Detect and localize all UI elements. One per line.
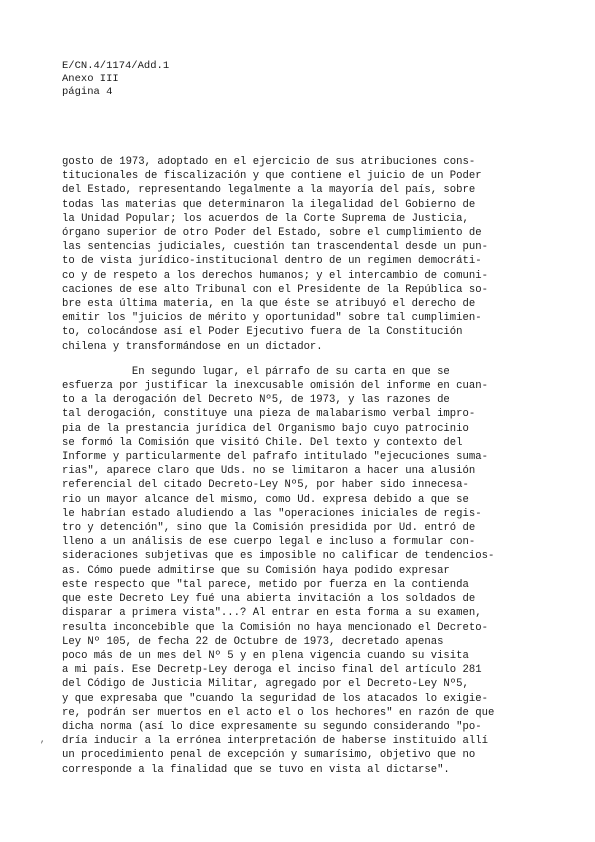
text-line: corresponde a la finalidad que se tuvo en vista al dictarse". xyxy=(62,763,450,776)
text-line: órgano superior de otro Poder del Estado, sobre el cumplimiento de xyxy=(62,227,482,240)
text-line: le habrían estado aludiendo a las "operaciones iniciales de regis- xyxy=(62,507,482,520)
text-line: se formó la Comisión que visitó Chile. Del texto y contexto del xyxy=(62,436,463,449)
text-line: las sentencias judiciales, cuestión tan trascendental desde un pun- xyxy=(62,241,488,254)
text-line: a mi país. Ese Decretp-Ley deroga el inciso final del artículo 281 xyxy=(62,664,482,677)
text-line: todas las materias que determinaron la ilegalidad del Gobierno de xyxy=(62,198,476,211)
text-line: re, podrán ser muertos en el acto el o los hechores" en razón de que xyxy=(62,706,495,719)
text-line: y que expresaba que "cuando la seguridad de los atacados lo exigie- xyxy=(62,692,488,705)
paragraph-2 xyxy=(62,365,567,777)
page-label: página 4 xyxy=(62,86,113,98)
text-line: del Estado, representando legalmente a la mayoría del país, sobre xyxy=(62,184,476,197)
text-line: to a la derogación del Decreto Nº5, de 1973, y las razones de xyxy=(62,394,450,407)
margin-mark: , xyxy=(40,735,46,745)
text-line: gosto de 1973, adoptado en el ejercicio de sus atribuciones cons- xyxy=(62,156,476,168)
text-line: Informe y particularmente del pafrafo intitulado "ejecuciones suma- xyxy=(62,451,488,464)
text-line: rias", aparece claro que Uds. no se limitaron a hacer una alusión xyxy=(62,465,476,478)
text-line: pia de la prestancia jurídica del Organismo bajo cuyo patrocinio xyxy=(62,422,469,435)
text-line: dría inducir a la errónea interpretación de haberse instituido allí xyxy=(62,735,488,748)
text-line: lleno a un análisis de ese cuerpo legal e incluso a formular con- xyxy=(62,536,476,549)
text-line: bre esta última materia, en la que éste se atribuyó el derecho de xyxy=(62,298,476,311)
text-line: emitir los "juicios de mérito y oportunidad" sobre tal cumplimien- xyxy=(62,312,482,325)
text-line: referencial del citado Decreto-Ley Nº5, por haber sido innecesa- xyxy=(62,479,469,492)
text-line: titucionales de fiscalización y que contiene el juicio de un Poder xyxy=(62,170,482,183)
text-line: disparar a primera vista"...? Al entrar en esta forma a su examen, xyxy=(62,607,482,620)
text-line: que este Decreto Ley fué una abierta invitación a los soldados de xyxy=(62,593,476,606)
text-line: rio un mayor alcance del mismo, como Ud. expresa debido a que se xyxy=(62,493,469,506)
text-line: tro y detención", sino que la Comisión presidida por Ud. entró de xyxy=(62,522,476,535)
text-line: este respecto que "tal parece, metido por fuerza en la contienda xyxy=(62,578,469,591)
text-line: resulta inconcebible que la Comisión no haya mencionado el Decreto- xyxy=(62,621,488,634)
text-line: poco más de un mes del Nº 5 y en plena vigencia cuando su visita xyxy=(62,649,469,662)
text-line: la Unidad Popular; los acuerdos de la Corte Suprema de Justicia, xyxy=(62,212,469,225)
text-line: tal derogación, constituye una pieza de malabarismo verbal impro- xyxy=(62,408,476,421)
document-symbol: E/CN.4/1174/Add.1 xyxy=(62,60,170,72)
text-line: dicha norma (así lo dice expresamente su segundo considerando "po- xyxy=(62,720,482,733)
text-line: esfuerza por justificar la inexcusable omisión del informe en cuan- xyxy=(62,380,488,393)
text-line: co y de respeto a los derechos humanos; y el intercambio de comuni- xyxy=(62,269,488,282)
document-body xyxy=(62,155,567,777)
text-line: En segundo lugar, el párrafo de su carta en que se xyxy=(62,365,450,378)
text-line: un procedimiento penal de excepción y sumarísimo, objetivo que no xyxy=(62,749,476,762)
text-line: sideraciones subjetivas que es imposible no calificar de tendencios- xyxy=(62,550,495,563)
text-line: as. Cómo puede admitirse que su Comisión haya podido expresar xyxy=(62,564,450,577)
text-line: to, colocándose así el Poder Ejecutivo fuera de la Constitución xyxy=(62,326,463,339)
paragraph-1 xyxy=(62,155,567,354)
text-line: del Código de Justicia Militar, agregado por el Decreto-Ley Nº5, xyxy=(62,678,469,691)
annex-label: Anexo III xyxy=(62,73,119,85)
text-line: to de vista jurídico-institucional dentro de un regimen democráti- xyxy=(62,255,482,268)
text-line: caciones de ese alto Tribunal con el Presidente de la República so- xyxy=(62,283,488,296)
text-line: Ley Nº 105, de fecha 22 de Octubre de 1973, decretado apenas xyxy=(62,635,444,648)
text-line: chilena y transformándose en un dictador. xyxy=(62,340,323,353)
document-header xyxy=(62,60,169,99)
